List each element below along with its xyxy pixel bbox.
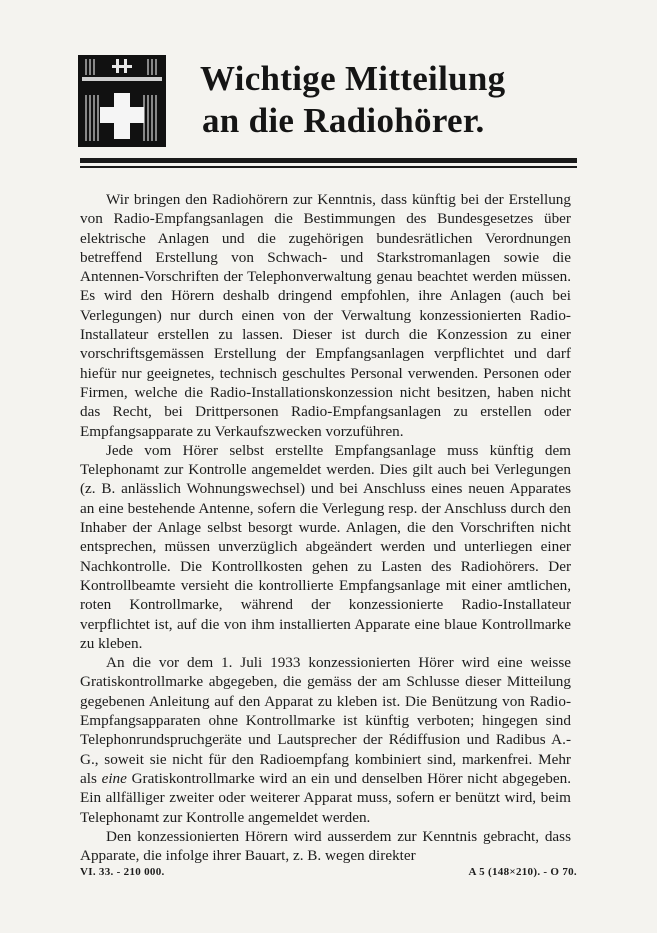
title-line-1: Wichtige Mitteilung: [200, 59, 506, 98]
header-rule-thick: [80, 158, 577, 163]
paragraph-1: Wir bringen den Radiohörern zur Kenntnis, dass künftig bei der Erstellung von Radio-Empfangsanlagen die Bestimmungen des Bundesgesetzes über elektrische Anlagen und die zugehörigen bundesrätlichen Verordnungen betreffend Erstellung von Schwach- und Starkstromanlagen sowie die Antennen-Vorschriften der Telephonverwaltung genau beachtet werden müssen. Es wird den Hörern deshalb dringend empfohlen, ihre Anlagen (auch bei Verlegungen) nur durch einen von der Verwaltung konzessionierten Radio-Installateur erstellen zu lassen. Dieser ist durch die Konzession zu einer vorschriftsgemässen Erstellung der Empfangsanlagen verpflichtet und darf hiefür nur geeignetes, technisch geschultes Personal verwenden. Personen oder Firmen, welche die Radio-Installationskonzession nicht besitzen, haben nicht das Recht, bei Drittpersonen Radio-Empfangsanlagen zu erstellen oder Empfangsapparate zu Verkaufszwecken vorzuführen.: [80, 191, 571, 440]
title-line-2: an die Radiohörer.: [202, 101, 485, 140]
paragraph-4: Den konzessionierten Hörern wird ausserdem zur Kenntnis gebracht, dass Apparate, die infolge ihrer Bauart, z. B. wegen direkter: [80, 827, 571, 865]
swiss-cross-logo-icon: [78, 55, 166, 147]
notice-body: [80, 190, 571, 865]
footer: [80, 866, 577, 878]
paragraph-3: [80, 653, 571, 827]
footer-print-run: VI. 33. - 210 000.: [80, 866, 165, 878]
footer-format-code: A 5 (148×210). - O 70.: [468, 866, 577, 878]
header-rule-thin: [80, 166, 577, 168]
paragraph-3-start: An die vor dem 1. Juli 1933 konzessionierten Hörer wird eine weisse Gratiskontrollmarke abgegeben, die gemäss der am Schlusse dieser Mitteilung gegebenen Anleitung auf den Apparat zu kleben ist. Die Benützung von Radio-Empfangsapparaten ohne Kontrollmarke ist künftig verboten; hingegen sind Telephonrundspruchgeräte und Lautsprecher der Rédiffusion und Radibus A.-G., soweit sie nicht für den Radioempfang kombiniert sind, markenfrei. Mehr als: [80, 654, 571, 787]
page-title: [200, 58, 620, 142]
paragraph-3-end: Gratiskontrollmarke wird an ein und denselben Hörer nicht abgegeben. Ein allfälliger zweiter oder weiterer Apparat muss, sofern er benützt wird, beim Telephonamt zur Kontrolle angemeldet werden.: [80, 769, 572, 826]
paragraph-2: Jede vom Hörer selbst erstellte Empfangsanlage muss künftig dem Telephonamt zur Kontrolle angemeldet werden. Dies gilt auch bei Verlegungen (z. B. anlässlich Wohnungswechsel) und bei Anschluss eines neuen Apparates an eine bestehende Antenne, sofern die Verlegung resp. der Anschluss durch den Inhaber der Anlage selbst besorgt wurde. Anlagen, die den Vorschriften nicht entsprechen, müssen unverzüglich abgeändert werden und unterliegen einer Nachkontrolle. Die Kontrollkosten gehen zu Lasten des Radiohörers. Der Kontrollbeamte versieht die kontrollierte Empfangsanlage mit einer amtlichen, roten Kontrollmarke, während der konzessionierte Radio-Installateur verpflichtet ist, auf die von ihm installierten Apparate eine blaue Kontrollmarke zu kleben.: [80, 441, 571, 652]
paragraph-3-emphasis: eine: [101, 769, 127, 787]
